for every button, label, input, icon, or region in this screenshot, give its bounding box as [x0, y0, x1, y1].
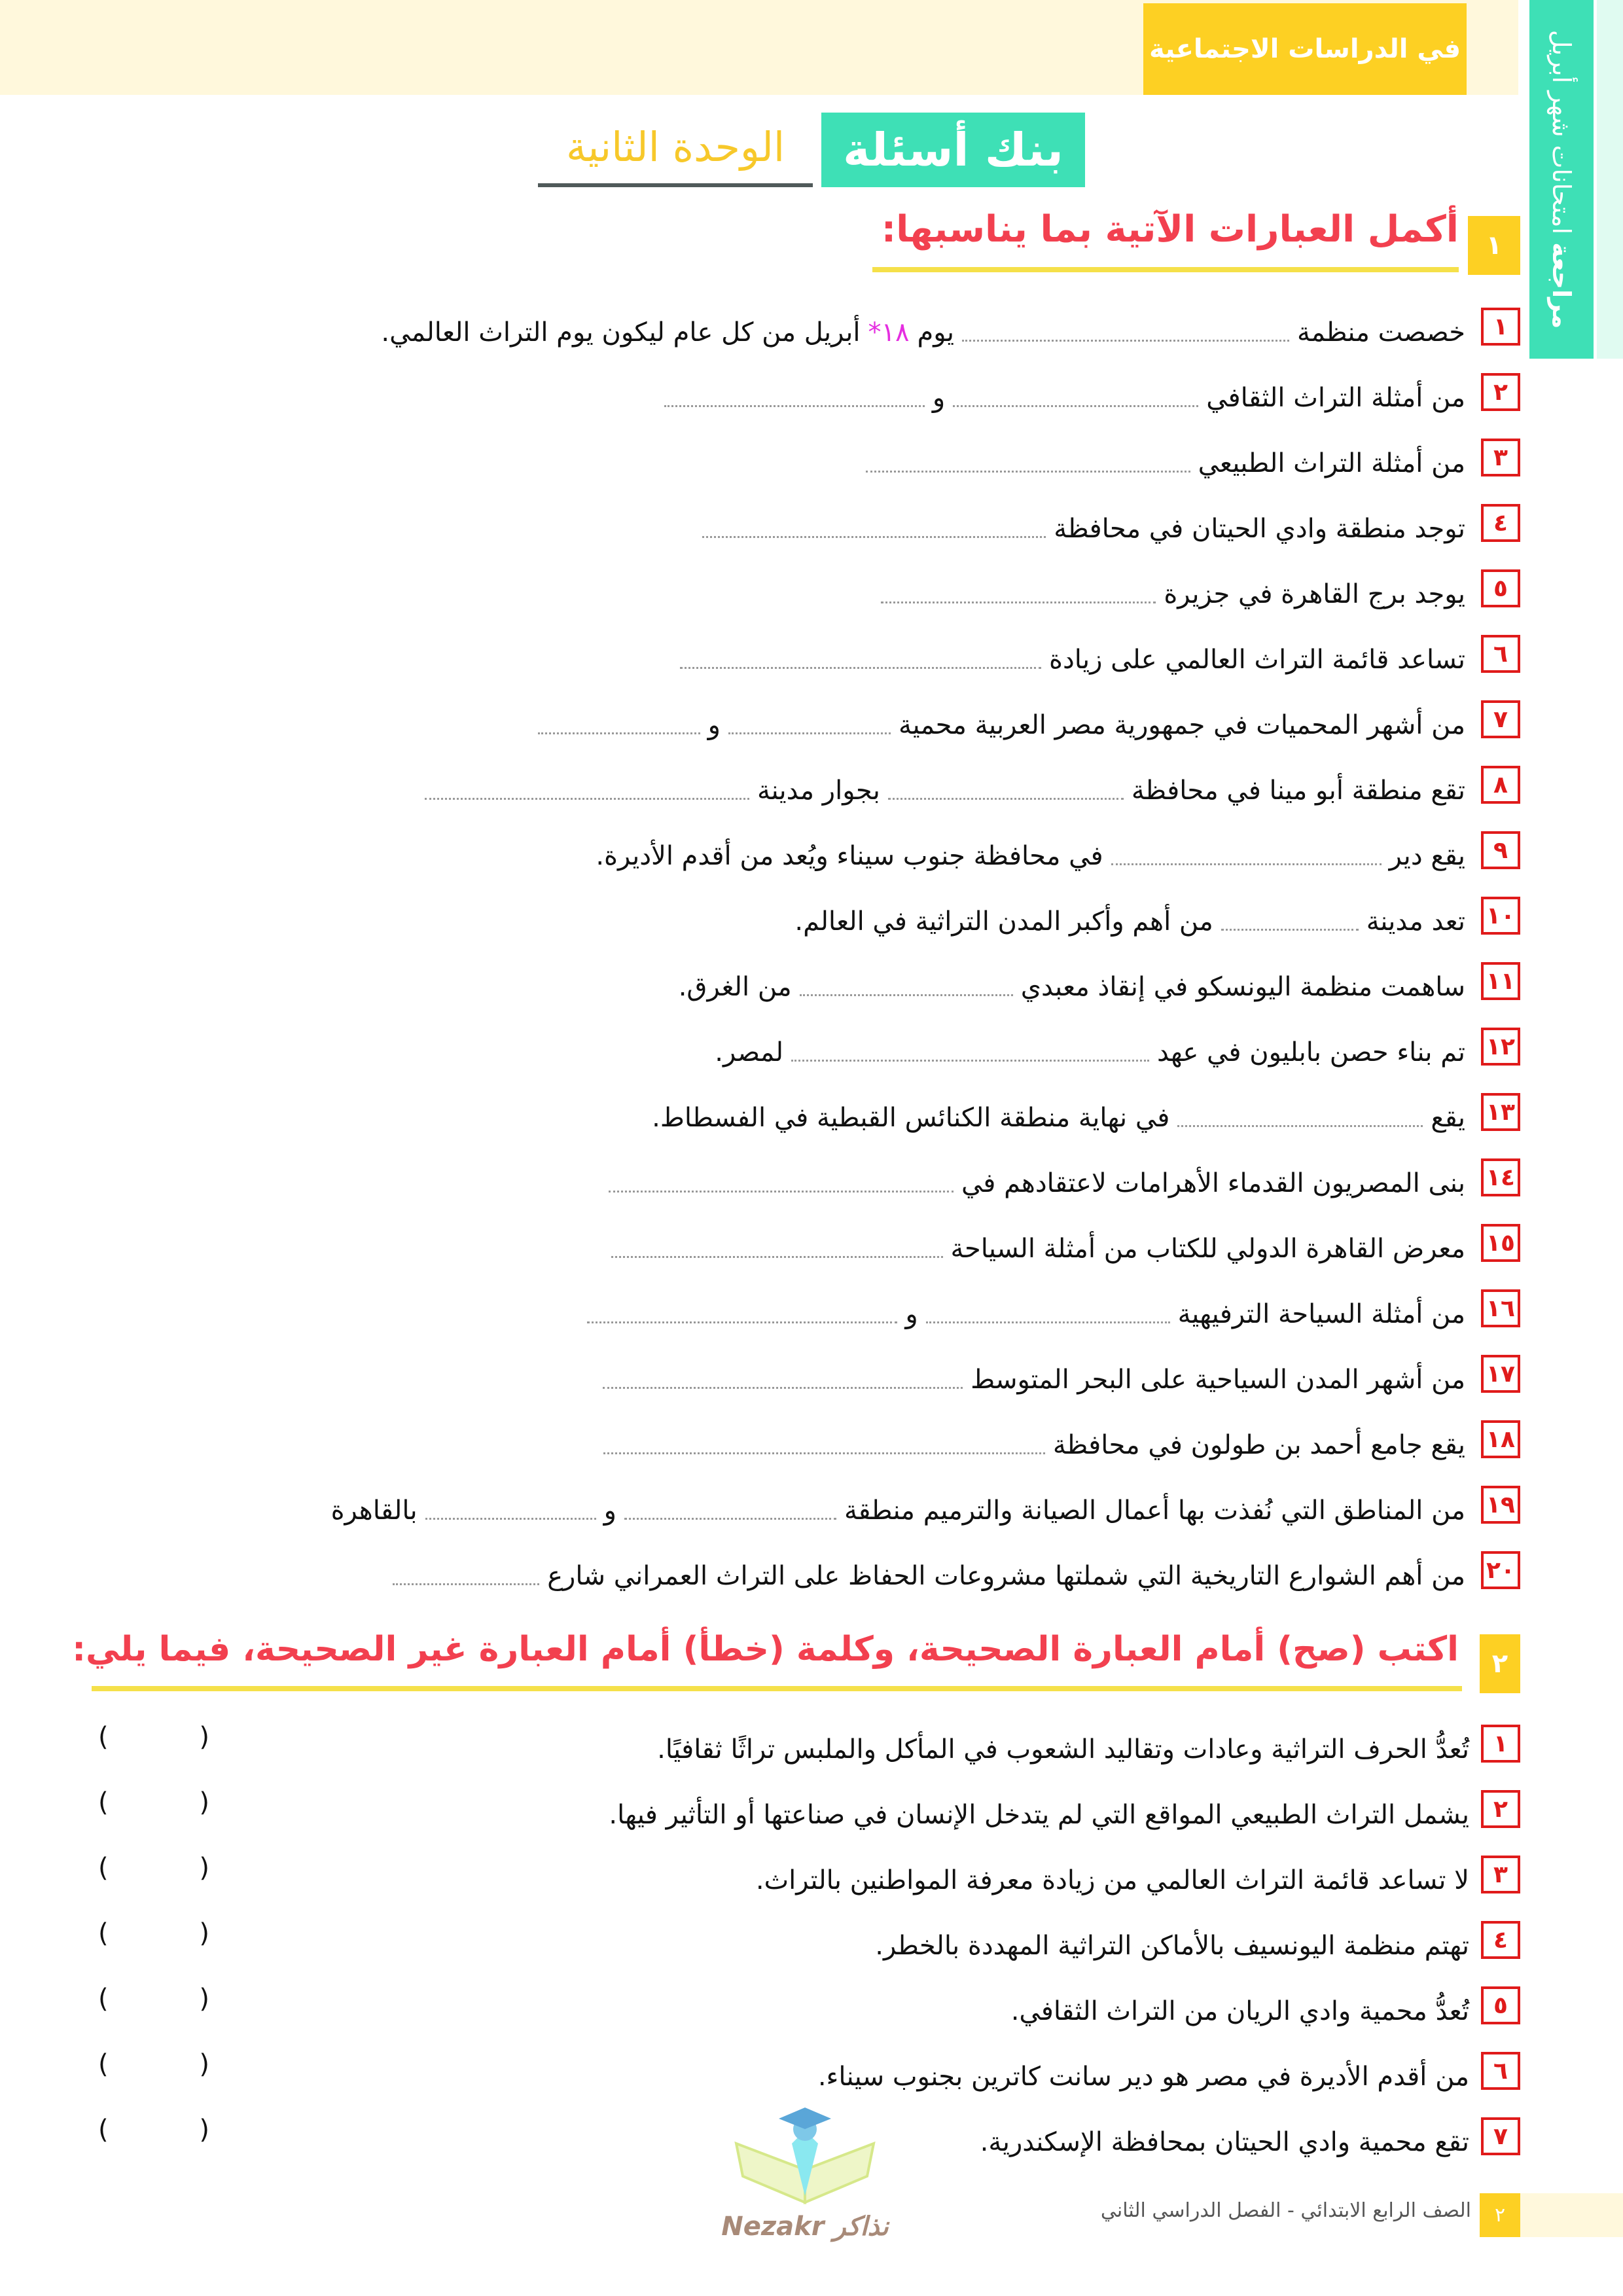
answer-parentheses[interactable]	[98, 1853, 209, 1883]
statement-text: لمصر.	[715, 1037, 784, 1067]
fill-in-row	[377, 300, 1469, 346]
fill-in-row	[648, 1085, 1469, 1131]
answer-blank[interactable]	[425, 1517, 596, 1520]
true-false-statement: تهتم منظمة اليونسيف بالأماكن التراثية المهددة بالخطر.	[875, 1931, 1469, 1961]
item-number: ٤	[1481, 504, 1520, 542]
item-number: ٧	[1481, 2117, 1520, 2155]
statement-text: بالقاهرة	[330, 1496, 418, 1526]
statement-text: توجد منطقة وادي الحيتان في محافظة	[1054, 514, 1465, 544]
statement-text: تعد مدينة	[1366, 906, 1465, 937]
statement-text: تم بناء حصن بابليون في عهد	[1157, 1037, 1465, 1067]
answer-blank[interactable]	[425, 797, 749, 800]
item-number: ٧	[1481, 700, 1520, 738]
statement-text: خصصت منظمة	[1297, 317, 1465, 348]
fill-in-row	[605, 1151, 1469, 1196]
answer-blank[interactable]	[611, 1255, 943, 1258]
statement-text: يوم	[917, 317, 955, 348]
answer-blank[interactable]	[962, 339, 1289, 342]
statement-text: من أمثلة التراث الطبيعي	[1198, 448, 1465, 478]
answer-blank[interactable]	[603, 1452, 1045, 1454]
answer-blank[interactable]	[538, 732, 700, 734]
footer-text: الصف الرابع الابتدائي - الفصل الدراسي الثاني	[1100, 2199, 1471, 2222]
answer-blank[interactable]	[587, 1321, 897, 1323]
paren-open: (	[98, 1853, 109, 1883]
paren-close: )	[199, 1918, 209, 1948]
item-number: ٦	[1481, 635, 1520, 673]
fill-in-row	[327, 1478, 1469, 1524]
item-number: ٢	[1481, 373, 1520, 411]
fill-in-row	[421, 758, 1469, 804]
answer-blank[interactable]	[728, 732, 891, 734]
item-number: ١٦	[1481, 1289, 1520, 1327]
statement-text: من المناطق التي نُفذت بها أعمال الصيانة والترميم منطقة	[844, 1496, 1465, 1526]
item-number: ٤	[1481, 1921, 1520, 1959]
answer-blank[interactable]	[393, 1583, 539, 1585]
item-number: ١١	[1481, 962, 1520, 1000]
answer-blank[interactable]	[881, 601, 1156, 603]
item-number: ١	[1481, 1725, 1520, 1763]
answer-blank[interactable]	[702, 535, 1046, 538]
item-number: ١٠	[1481, 897, 1520, 935]
highlighted-number: *١٨	[868, 317, 910, 348]
side-strip-text: امتحانات شهر أبريل	[1547, 29, 1576, 235]
item-number: ١٧	[1481, 1355, 1520, 1393]
paren-close: )	[199, 2049, 209, 2079]
statement-text: بنى المصريون القدماء الأهرامات لاعتقادهم في	[961, 1168, 1465, 1198]
statement-text: ساهمت منظمة اليونسكو في إنقاذ معبدي	[1020, 972, 1465, 1002]
statement-text: من أشهر المدن السياحية على البحر المتوسط	[971, 1365, 1465, 1395]
section2-number: ٢	[1480, 1634, 1520, 1693]
item-number: ٢	[1481, 1790, 1520, 1828]
section2-underline	[92, 1686, 1462, 1691]
paren-open: (	[98, 2049, 109, 2079]
statement-text: و	[905, 1299, 918, 1329]
answer-blank[interactable]	[1111, 863, 1382, 865]
answer-blank[interactable]	[624, 1517, 836, 1520]
statement-text: من أمثلة التراث الثقافي	[1206, 383, 1465, 413]
side-strip	[1529, 0, 1594, 359]
statement-text: من أهم وأكبر المدن التراثية في العالم.	[794, 906, 1213, 937]
statement-text: يقع	[1431, 1103, 1465, 1133]
answer-blank[interactable]	[603, 1386, 963, 1389]
answer-parentheses[interactable]	[98, 1787, 209, 1818]
logo-text: Nezakr نذاكر	[721, 2212, 889, 2242]
item-number: ٢٠	[1481, 1551, 1520, 1589]
unit-title: الوحدة الثانية	[565, 122, 785, 171]
paren-close: )	[199, 1722, 209, 1752]
item-number: ٦	[1481, 2052, 1520, 2090]
section1-underline	[872, 267, 1459, 272]
statement-text: من أشهر المحميات في جمهورية مصر العربية محمية	[899, 710, 1465, 740]
page-number: ٢	[1480, 2193, 1520, 2237]
true-false-statement: تُعدُّ الحرف التراثية وعادات وتقاليد الشعوب في المأكل والملبس تراثًا ثقافيًا.	[657, 1734, 1469, 1765]
fill-in-row	[389, 1543, 1469, 1589]
nezakr-logo	[717, 2104, 893, 2242]
answer-blank[interactable]	[953, 404, 1198, 407]
item-number: ١٩	[1481, 1486, 1520, 1524]
answer-parentheses[interactable]	[98, 2049, 209, 2079]
true-false-statement: من أقدم الأديرة في مصر هو دير سانت كاترين بجنوب سيناء.	[817, 2062, 1469, 2092]
section2-title: اكتب (صح) أمام العبارة الصحيحة، وكلمة (خطأ) أمام العبارة غير الصحيحة، فيما يلي:	[72, 1630, 1459, 1669]
answer-blank[interactable]	[609, 1190, 954, 1193]
answer-blank[interactable]	[791, 1059, 1149, 1062]
fill-in-row	[877, 562, 1469, 607]
answer-blank[interactable]	[866, 470, 1190, 473]
fill-in-row	[675, 954, 1469, 1000]
answer-blank[interactable]	[1177, 1124, 1423, 1127]
answer-blank[interactable]	[926, 1321, 1170, 1323]
statement-text: و	[932, 383, 946, 413]
answer-parentheses[interactable]	[98, 1984, 209, 2014]
paren-open: (	[98, 1984, 109, 2014]
item-number: ١٥	[1481, 1224, 1520, 1262]
answer-blank[interactable]	[1221, 928, 1359, 931]
unit-underline	[538, 183, 813, 187]
answer-blank[interactable]	[664, 404, 925, 407]
answer-blank[interactable]	[680, 666, 1041, 669]
fill-in-row	[791, 889, 1469, 935]
fill-in-row	[711, 1020, 1469, 1066]
item-number: ٣	[1481, 1856, 1520, 1893]
paren-open: (	[98, 1787, 109, 1818]
paren-close: )	[199, 2115, 209, 2145]
true-false-statement: لا تساعد قائمة التراث العالمي من زيادة معرفة المواطنين بالتراث.	[755, 1865, 1469, 1895]
statement-text: معرض القاهرة الدولي للكتاب من أمثلة السياحة	[950, 1234, 1465, 1264]
fill-in-row	[607, 1216, 1469, 1262]
item-number: ٥	[1481, 569, 1520, 607]
item-number: ١	[1481, 308, 1520, 346]
statement-text: في محافظة جنوب سيناء ويُعد من أقدم الأديرة.	[596, 841, 1103, 871]
true-false-statement: يشمل التراث الطبيعي المواقع التي لم يتدخل الإنسان في صناعتها أو التأثير فيها.	[609, 1800, 1469, 1830]
side-strip-bold: مراجعة	[1547, 242, 1576, 329]
paren-open: (	[98, 1722, 109, 1752]
true-false-statement: تُعدُّ محمية وادي الريان من التراث الثقافي.	[1010, 1996, 1469, 2026]
fill-in-row	[583, 1282, 1469, 1327]
answer-blank[interactable]	[800, 994, 1013, 996]
statement-text: يوجد برج القاهرة في جزيرة	[1164, 579, 1465, 609]
section1-number: ١	[1468, 216, 1520, 275]
item-number: ٩	[1481, 831, 1520, 869]
paren-close: )	[199, 1787, 209, 1818]
statement-text: يقع جامع أحمد بن طولون في محافظة	[1052, 1430, 1465, 1460]
fill-in-row	[599, 1412, 1469, 1458]
fill-in-row	[592, 823, 1469, 869]
bank-title: بنك أسئلة	[821, 113, 1085, 187]
paren-close: )	[199, 1984, 209, 2014]
fill-in-row	[862, 431, 1469, 476]
statement-text: في نهاية منطقة الكنائس القبطية في الفسطاط.	[652, 1103, 1170, 1133]
paren-open: (	[98, 1918, 109, 1948]
statement-text: بجوار مدينة	[757, 776, 880, 806]
item-number: ١٨	[1481, 1420, 1520, 1458]
paren-close: )	[199, 1853, 209, 1883]
side-strip-background	[1597, 0, 1623, 359]
item-number: ٥	[1481, 1986, 1520, 2024]
subject-label: في الدراسات الاجتماعية	[1143, 3, 1467, 95]
statement-text: تقع منطقة أبو مينا في محافظة	[1131, 776, 1465, 806]
fill-in-row	[698, 496, 1469, 542]
fill-in-row	[676, 627, 1469, 673]
statement-text: من الغرق.	[678, 972, 792, 1002]
item-number: ٣	[1481, 439, 1520, 476]
statement-text: يقع دير	[1389, 841, 1465, 871]
statement-text: تساعد قائمة التراث العالمي على زيادة	[1049, 645, 1465, 675]
statement-text: من أمثلة السياحة الترفيهية	[1177, 1299, 1465, 1329]
fill-in-row	[599, 1347, 1469, 1393]
statement-text: من أهم الشوارع التاريخية التي شملتها مشروعات الحفاظ على التراث العمراني شارع	[547, 1561, 1465, 1591]
item-number: ١٣	[1481, 1093, 1520, 1131]
item-number: ١٢	[1481, 1028, 1520, 1066]
answer-parentheses[interactable]	[98, 2115, 209, 2145]
section1-title: أكمل العبارات الآتية بما يناسبها:	[881, 208, 1459, 251]
paren-open: (	[98, 2115, 109, 2145]
true-false-statement: تقع محمية وادي الحيتان بمحافظة الإسكندرية.	[980, 2127, 1469, 2157]
fill-in-row	[534, 692, 1469, 738]
item-number: ١٤	[1481, 1158, 1520, 1196]
statement-text: و	[707, 710, 721, 740]
statement-text: و	[603, 1496, 616, 1526]
fill-in-row	[660, 365, 1469, 411]
book-graduate-icon	[717, 2104, 893, 2209]
answer-parentheses[interactable]	[98, 1918, 209, 1948]
item-number: ٨	[1481, 766, 1520, 804]
answer-blank[interactable]	[888, 797, 1124, 800]
statement-text: أبريل من كل عام ليكون يوم التراث العالمي.	[381, 317, 861, 348]
answer-parentheses[interactable]	[98, 1722, 209, 1752]
footer-bar	[1505, 2193, 1623, 2237]
